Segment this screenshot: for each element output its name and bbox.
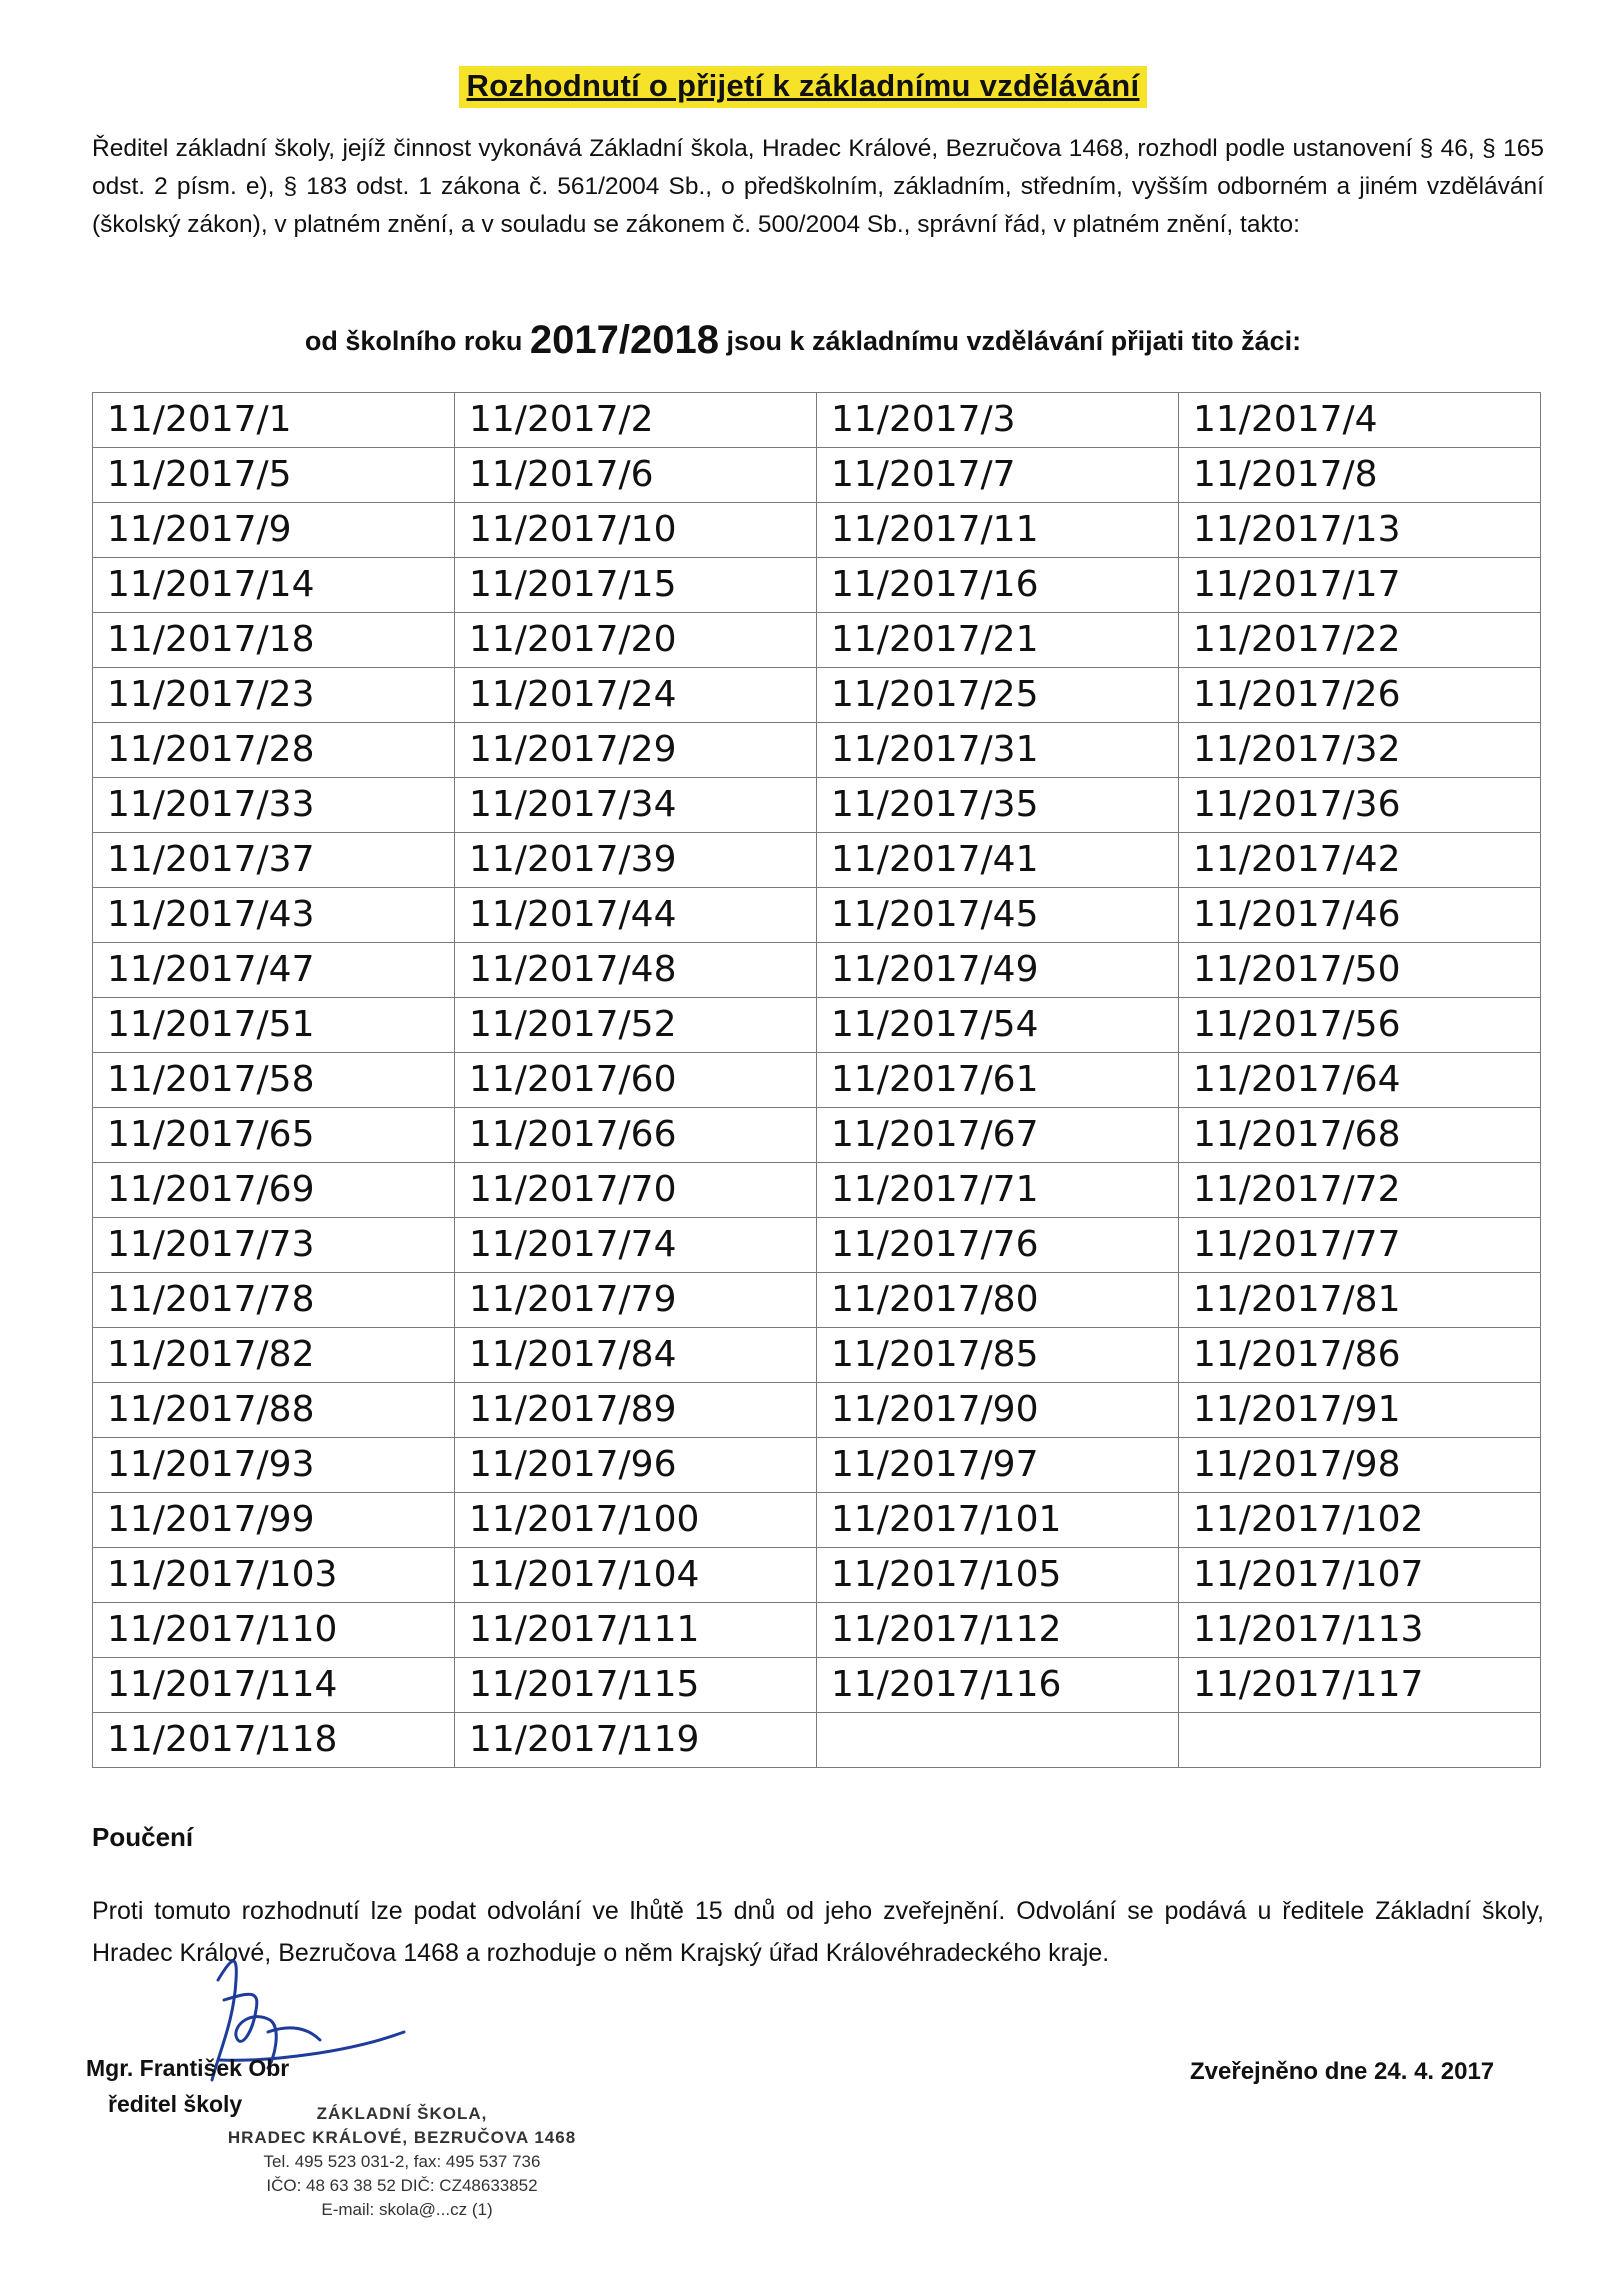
document-title: Rozhodnutí o přijetí k základnímu vzdělávání xyxy=(459,66,1148,108)
student-id-cell: 11/2017/68 xyxy=(1179,1108,1541,1163)
student-id-cell: 11/2017/58 xyxy=(93,1053,455,1108)
intro-paragraph: Ředitel základní školy, jejíž činnost vykonává Základní škola, Hradec Králové, Bezručova 1468, rozhodl podle ustanovení § 46, § 165 odst. 2 písm. e), § 183 odst. 1 zákona č. 561/2004 Sb., o předškolním, základním, středním, vyšším odborném a jiném vzdělávání (školský zákon), v platném znění, a v souladu se zákonem č. 500/2004 Sb., správní řád, v platném znění, takto: xyxy=(92,135,1544,238)
student-id-cell: 11/2017/96 xyxy=(455,1438,817,1493)
student-id-cell: 11/2017/74 xyxy=(455,1218,817,1273)
student-id-cell: 11/2017/17 xyxy=(1179,558,1541,613)
student-id-cell: 11/2017/46 xyxy=(1179,888,1541,943)
student-id-cell: 11/2017/82 xyxy=(93,1328,455,1383)
student-id-cell: 11/2017/66 xyxy=(455,1108,817,1163)
student-id-cell: 11/2017/5 xyxy=(93,448,455,503)
student-id-cell: 11/2017/8 xyxy=(1179,448,1541,503)
table-row xyxy=(93,1548,1541,1603)
stamp-line-school: ZÁKLADNÍ ŠKOLA, xyxy=(316,2104,488,2123)
table-row xyxy=(93,613,1541,668)
table-row xyxy=(93,1163,1541,1218)
table-row xyxy=(93,1108,1541,1163)
student-id-cell: 11/2017/7 xyxy=(817,448,1179,503)
student-id-cell: 11/2017/115 xyxy=(455,1658,817,1713)
student-id-cell: 11/2017/72 xyxy=(1179,1163,1541,1218)
student-id-cell: 11/2017/93 xyxy=(93,1438,455,1493)
school-year: 2017/2018 xyxy=(529,318,719,362)
student-id-cell: 11/2017/16 xyxy=(817,558,1179,613)
table-row xyxy=(93,1053,1541,1108)
student-id-cell: 11/2017/29 xyxy=(455,723,817,778)
table-row xyxy=(93,448,1541,503)
student-id-cell: 11/2017/99 xyxy=(93,1493,455,1548)
student-id-cell: 11/2017/100 xyxy=(455,1493,817,1548)
student-id-cell: 11/2017/31 xyxy=(817,723,1179,778)
student-id-cell: 11/2017/90 xyxy=(817,1383,1179,1438)
student-id-cell: 11/2017/28 xyxy=(93,723,455,778)
instructions-heading: Poučení xyxy=(92,1822,194,1852)
student-id-cell: 11/2017/113 xyxy=(1179,1603,1541,1658)
lead-before: od školního roku xyxy=(304,326,530,356)
student-id-cell: 11/2017/18 xyxy=(93,613,455,668)
student-id-cell: 11/2017/78 xyxy=(93,1273,455,1328)
table-row xyxy=(93,1603,1541,1658)
table-row xyxy=(93,1658,1541,1713)
document-title-wrap xyxy=(0,66,1606,108)
student-id-cell: 11/2017/37 xyxy=(93,833,455,888)
table-row xyxy=(93,1493,1541,1548)
table-row xyxy=(93,778,1541,833)
student-id-cell: 11/2017/15 xyxy=(455,558,817,613)
student-id-cell: 11/2017/54 xyxy=(817,998,1179,1053)
student-id-cell: 11/2017/11 xyxy=(817,503,1179,558)
student-id-cell: 11/2017/79 xyxy=(455,1273,817,1328)
table-row xyxy=(93,943,1541,998)
student-id-cell: 11/2017/64 xyxy=(1179,1053,1541,1108)
student-id-cell: 11/2017/86 xyxy=(1179,1328,1541,1383)
stamp-line-address: HRADEC KRÁLOVÉ, BEZRUČOVA 1468 xyxy=(227,2128,577,2147)
stamp-line-ids: IČO: 48 63 38 52 DIČ: CZ48633852 xyxy=(266,2176,538,2195)
student-id-cell: 11/2017/50 xyxy=(1179,943,1541,998)
signer-role: ředitel školy xyxy=(108,2091,243,2117)
student-id-cell: 11/2017/47 xyxy=(93,943,455,998)
student-id-cell: 11/2017/22 xyxy=(1179,613,1541,668)
student-id-cell: 11/2017/26 xyxy=(1179,668,1541,723)
table-row xyxy=(93,998,1541,1053)
table-row xyxy=(93,1713,1541,1768)
student-id-cell: 11/2017/88 xyxy=(93,1383,455,1438)
student-id-cell: 11/2017/10 xyxy=(455,503,817,558)
student-id-cell: 11/2017/84 xyxy=(455,1328,817,1383)
student-id-cell: 11/2017/39 xyxy=(455,833,817,888)
student-id-cell: 11/2017/35 xyxy=(817,778,1179,833)
student-id-cell: 11/2017/103 xyxy=(93,1548,455,1603)
student-id-cell: 11/2017/77 xyxy=(1179,1218,1541,1273)
table-row xyxy=(93,668,1541,723)
student-id-cell: 11/2017/76 xyxy=(817,1218,1179,1273)
student-id-cell: 11/2017/71 xyxy=(817,1163,1179,1218)
student-id-cell: 11/2017/21 xyxy=(817,613,1179,668)
student-id-cell xyxy=(1179,1713,1541,1768)
student-id-cell: 11/2017/110 xyxy=(93,1603,455,1658)
student-id-cell: 11/2017/70 xyxy=(455,1163,817,1218)
student-id-cell: 11/2017/107 xyxy=(1179,1548,1541,1603)
table-row xyxy=(93,833,1541,888)
student-id-cell: 11/2017/97 xyxy=(817,1438,1179,1493)
student-id-cell: 11/2017/114 xyxy=(93,1658,455,1713)
student-id-cell: 11/2017/14 xyxy=(93,558,455,613)
student-id-cell: 11/2017/101 xyxy=(817,1493,1179,1548)
student-id-cell: 11/2017/2 xyxy=(455,393,817,448)
student-id-cell: 11/2017/3 xyxy=(817,393,1179,448)
stamp-line-email: E-mail: skola@...cz (1) xyxy=(321,2200,493,2219)
table-row xyxy=(93,1383,1541,1438)
student-id-cell: 11/2017/32 xyxy=(1179,723,1541,778)
student-id-cell: 11/2017/91 xyxy=(1179,1383,1541,1438)
table-row xyxy=(93,1438,1541,1493)
student-id-cell: 11/2017/41 xyxy=(817,833,1179,888)
table-row xyxy=(93,1328,1541,1383)
student-id-cell: 11/2017/13 xyxy=(1179,503,1541,558)
student-id-cell: 11/2017/52 xyxy=(455,998,817,1053)
student-id-cell: 11/2017/105 xyxy=(817,1548,1179,1603)
student-id-cell: 11/2017/81 xyxy=(1179,1273,1541,1328)
student-id-cell: 11/2017/89 xyxy=(455,1383,817,1438)
student-id-cell: 11/2017/61 xyxy=(817,1053,1179,1108)
school-stamp xyxy=(212,2102,592,2222)
student-id-cell: 11/2017/80 xyxy=(817,1273,1179,1328)
student-id-cell: 11/2017/33 xyxy=(93,778,455,833)
student-id-cell: 11/2017/4 xyxy=(1179,393,1541,448)
signer-name: Mgr. František Obr xyxy=(86,2055,290,2081)
student-id-cell: 11/2017/43 xyxy=(93,888,455,943)
student-id-cell: 11/2017/85 xyxy=(817,1328,1179,1383)
table-row xyxy=(93,393,1541,448)
student-id-cell: 11/2017/42 xyxy=(1179,833,1541,888)
table-row xyxy=(93,1273,1541,1328)
student-id-cell: 11/2017/1 xyxy=(93,393,455,448)
student-id-cell: 11/2017/6 xyxy=(455,448,817,503)
student-id-cell: 11/2017/44 xyxy=(455,888,817,943)
student-id-cell: 11/2017/49 xyxy=(817,943,1179,998)
student-id-cell: 11/2017/73 xyxy=(93,1218,455,1273)
table-row xyxy=(93,888,1541,943)
lead-after: jsou k základnímu vzdělávání přijati tito žáci: xyxy=(718,326,1302,356)
student-id-cell: 11/2017/51 xyxy=(93,998,455,1053)
student-id-cell: 11/2017/65 xyxy=(93,1108,455,1163)
student-id-cell: 11/2017/69 xyxy=(93,1163,455,1218)
stamp-line-phone: Tel. 495 523 031-2, fax: 495 537 736 xyxy=(263,2152,541,2171)
table-row xyxy=(93,1218,1541,1273)
student-id-cell: 11/2017/48 xyxy=(455,943,817,998)
table-row xyxy=(93,503,1541,558)
student-id-cell: 11/2017/116 xyxy=(817,1658,1179,1713)
student-id-cell xyxy=(817,1713,1179,1768)
student-id-cell: 11/2017/104 xyxy=(455,1548,817,1603)
student-id-cell: 11/2017/45 xyxy=(817,888,1179,943)
student-id-cell: 11/2017/111 xyxy=(455,1603,817,1658)
student-id-cell: 11/2017/25 xyxy=(817,668,1179,723)
student-id-cell: 11/2017/98 xyxy=(1179,1438,1541,1493)
student-id-cell: 11/2017/112 xyxy=(817,1603,1179,1658)
student-id-cell: 11/2017/20 xyxy=(455,613,817,668)
student-id-cell: 11/2017/102 xyxy=(1179,1493,1541,1548)
student-id-cell: 11/2017/60 xyxy=(455,1053,817,1108)
student-id-cell: 11/2017/119 xyxy=(455,1713,817,1768)
admitted-students-table xyxy=(92,392,1541,1768)
student-id-cell: 11/2017/117 xyxy=(1179,1658,1541,1713)
instructions-text: Proti tomuto rozhodnutí lze podat odvolání ve lhůtě 15 dnů od jeho zveřejnění. Odvolání se podává u ředitele Základní školy, Hradec Králové, Bezručova 1468 a rozhoduje o něm Krajský úřad Královéhradeckého kraje. xyxy=(92,1897,1544,1967)
student-id-cell: 11/2017/23 xyxy=(93,668,455,723)
table-row xyxy=(93,723,1541,778)
student-id-cell: 11/2017/67 xyxy=(817,1108,1179,1163)
student-id-cell: 11/2017/118 xyxy=(93,1713,455,1768)
publication-date: Zveřejněno dne 24. 4. 2017 xyxy=(1190,2058,1495,2085)
student-id-cell: 11/2017/34 xyxy=(455,778,817,833)
student-id-cell: 11/2017/9 xyxy=(93,503,455,558)
student-id-cell: 11/2017/36 xyxy=(1179,778,1541,833)
table-row xyxy=(93,558,1541,613)
student-id-cell: 11/2017/24 xyxy=(455,668,817,723)
student-id-cell: 11/2017/56 xyxy=(1179,998,1541,1053)
admission-lead xyxy=(0,318,1606,363)
